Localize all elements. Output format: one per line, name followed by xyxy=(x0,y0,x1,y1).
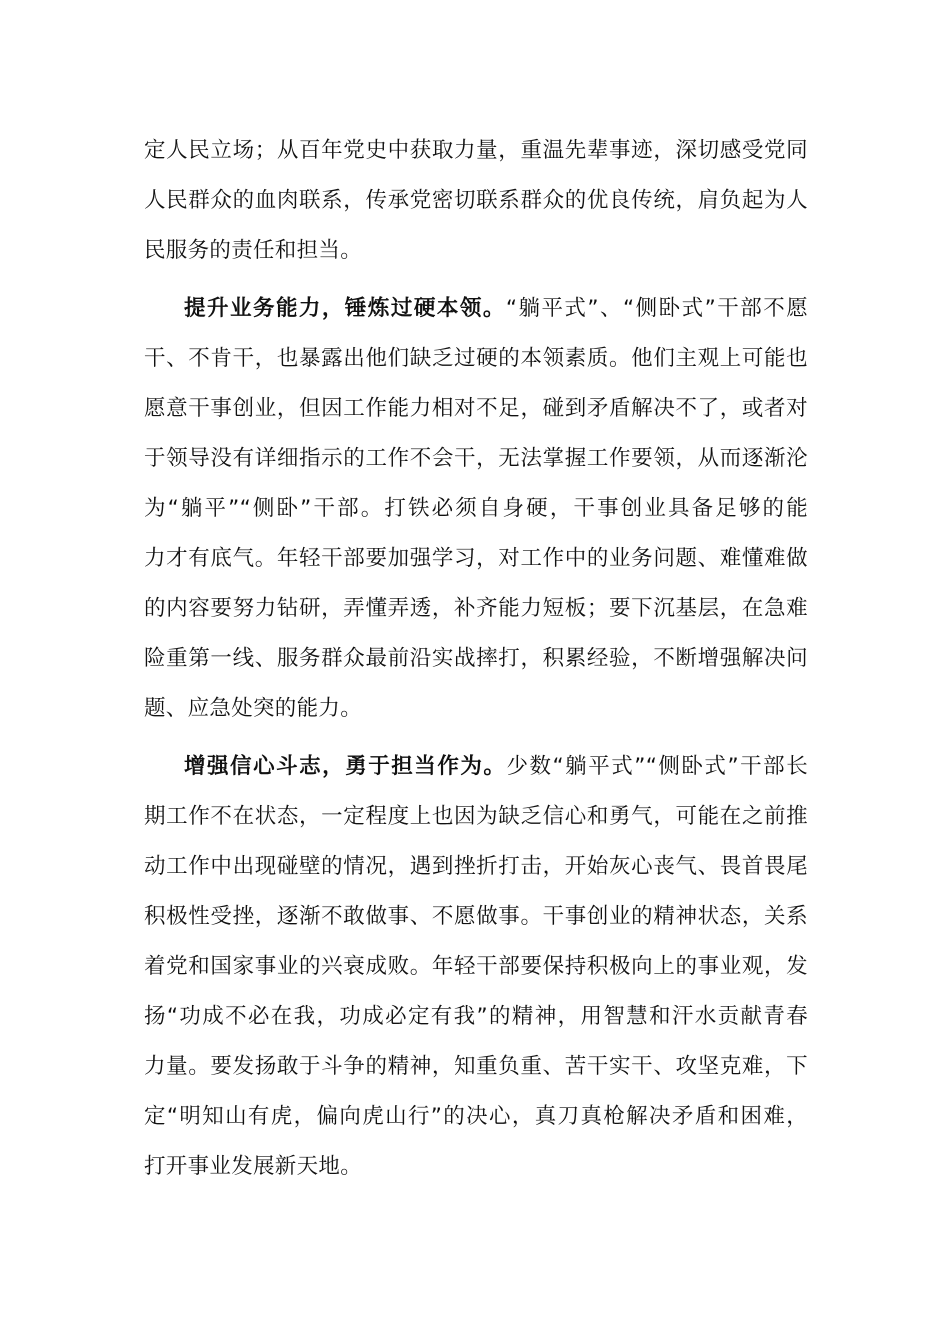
text-line: 力才有底气。年轻干部要加强学习，对工作中的业务问题、难懂难做 xyxy=(144,546,808,571)
text-line: 人民群众的血肉联系，传承党密切联系群众的优良传统，肩负起为人 xyxy=(144,188,808,213)
text-line: 的内容要努力钻研，弄懂弄透，补齐能力短板；要下沉基层，在急难 xyxy=(144,596,808,621)
paragraph-first-line xyxy=(144,287,808,337)
text-line: 愿意干事创业，但因工作能力相对不足，碰到矛盾解决不了，或者对 xyxy=(144,396,808,421)
paragraph-gap xyxy=(144,737,808,745)
text-line: 动工作中出现碰壁的情况，遇到挫折打击，开始灰心丧气、畏首畏尾 xyxy=(144,854,808,879)
text-line: 定“明知山有虎，偏向虎山行”的决心，真刀真枪解决矛盾和困难， xyxy=(144,1104,808,1129)
text-line: 民服务的责任和担当。 xyxy=(144,238,363,263)
text-line: 扬“功成不必在我，功成必定有我”的精神，用智慧和汗水贡献青春 xyxy=(144,1004,808,1029)
text-line: 力量。要发扬敢于斗争的精神，知重负重、苦干实干、攻坚克难，下 xyxy=(144,1054,808,1079)
paragraph-first-line xyxy=(144,745,808,795)
paragraph-text: “躺平式”、“侧卧式”干部不愿 xyxy=(505,296,808,321)
text-line: 险重第一线、服务群众最前沿实战摔打，积累经验，不断增强解决问 xyxy=(144,646,808,671)
text-line: 为“躺平”“侧卧”干部。打铁必须自身硬，干事创业具备足够的能 xyxy=(144,496,808,521)
paragraph-text: 少数“躺平式”“侧卧式”干部长 xyxy=(506,754,808,779)
text-line: 积极性受挫，逐渐不敢做事、不愿做事。干事创业的精神状态，关系 xyxy=(144,904,808,929)
text-line: 题、应急处突的能力。 xyxy=(144,696,363,721)
document-body xyxy=(144,129,808,1195)
text-line: 期工作不在状态，一定程度上也因为缺乏信心和勇气，可能在之前推 xyxy=(144,804,808,829)
text-line: 定人民立场；从百年党史中获取力量，重温先辈事迹，深切感受党同 xyxy=(144,138,808,163)
text-line: 于领导没有详细指示的工作不会干，无法掌握工作要领，从而逐渐沦 xyxy=(144,446,808,471)
paragraph-heading: 增强信心斗志，勇于担当作为。 xyxy=(184,754,507,779)
paragraph-heading: 提升业务能力，锤炼过硬本领。 xyxy=(184,296,506,321)
text-line: 着党和国家事业的兴衰成败。年轻干部要保持积极向上的事业观，发 xyxy=(144,954,808,979)
text-line: 干、不肯干，也暴露出他们缺乏过硬的本领素质。他们主观上可能也 xyxy=(144,346,808,371)
text-line: 打开事业发展新天地。 xyxy=(144,1154,363,1179)
paragraph-gap xyxy=(144,279,808,287)
